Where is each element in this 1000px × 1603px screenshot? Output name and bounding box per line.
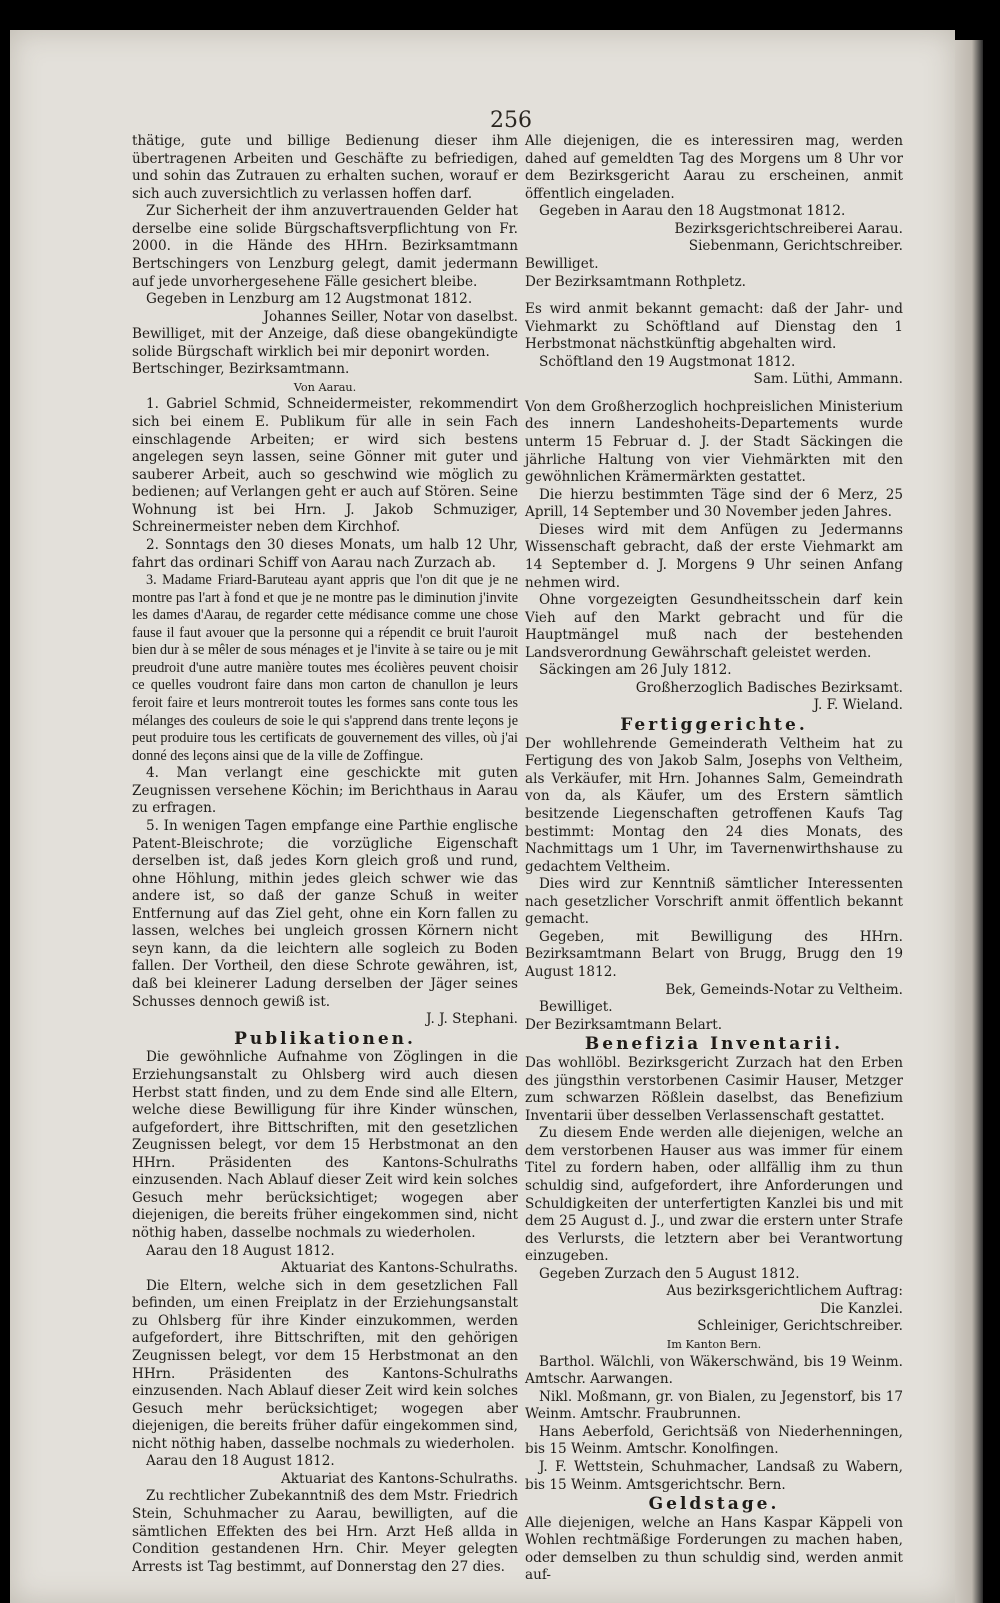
paragraph: Zur Sicherheit der ihm anzuvertrauenden Gelder hat derselbe eine solide Bürgschaftsverpflichtung von Fr. 2000. in die Hände des HHrn. Bezirksamtmann Bertschingers von Lenzburg gelegt, damit jedermann auf jede unvorhergesehene Fälle gesichert bleibe. [132, 203, 518, 290]
paragraph: Es wird anmit bekannt gemacht: daß der Jahr- und Viehmarkt zu Schöftland auf Dienstag den 1 Herbstmonat nächstkünftig abgehalten wird. [525, 301, 903, 353]
paragraph: Zu rechtlicher Zubekanntniß des dem Mstr. Friedrich Stein, Schuhmacher zu Aarau, bewilligten, auf die sämtlichen Effekten des bei Hrn. Arzt Heß allda in Condition gestandenen Hrn. Chir. Meyer gelegten Arrests ist Tag bestimmt, auf Donnerstag den 27 dies. [132, 1488, 518, 1575]
right-column [525, 133, 903, 1585]
signature: Schleiniger, Gerichtschreiber. [697, 1318, 903, 1335]
list-item: Hans Aeberfold, Gerichtsäß von Niederhenningen, bis 15 Weinm. Amtschr. Konolfingen. [525, 1423, 903, 1458]
section-heading-publikationen: Publikationen. [234, 1028, 416, 1049]
section-heading-geldstage: Geldstage. [648, 1494, 780, 1515]
signature: Bek, Gemeinds-Notar zu Veltheim. [665, 981, 903, 998]
page-edge [955, 40, 983, 1603]
signature: Sam. Lüthi, Ammann. [753, 371, 903, 388]
date-line: Aarau den 18 August 1812. [146, 1242, 335, 1259]
paragraph: Alle diejenigen, welche an Hans Kaspar Käppeli von Wohlen rechtmäßige Forderungen zu machen haben, oder demselben zu thun schuldig sind, werden anmit auf- [525, 1514, 903, 1584]
paragraph: Von dem Großherzoglich hochpreislichen Ministerium des innern Landeshoheits-Departements wurde unterm 15 Februar d. J. der Stadt Säckingen die jährliche Haltung von vier Viehmärkten mit den gewöhnlichen Krämermärkten gestattet. [525, 398, 903, 486]
section-heading-fertiggerichte: Fertiggerichte. [620, 715, 808, 735]
paragraph: Bewilliget, mit der Anzeige, daß diese obangekündigte solide Bürgschaft wirklich bei mir deponirt worden. [132, 326, 518, 360]
paragraph: Dieses wird mit dem Anfügen zu Jedermanns Wissenschaft gebracht, daß der erste Viehmarkt am 14 September d. J. Morgens 9 Uhr seinen Anfang nehmen wird. [525, 521, 903, 591]
paragraph: Die Eltern, welche sich in dem gesetzlichen Fall befinden, um einen Freiplatz in der Erziehungsanstalt zu Ohlsberg für ihre Kinder einzukommen, werden aufgefordert, ihre Bittschriften, mit den gehörigen Zeugnissen belegt, vor dem 15 Herbstmonat an den HHrn. Präsidenten des Kantons-Schulraths einzusenden. Nach Ablauf dieser Zeit wird kein solches Gesuch mehr berücksichtiget; wogegen aber diejenigen, die bereits früher dafür eingekommen sind, nicht nöthig haben, dasselbe nochmals zu wiederholen. [132, 1277, 518, 1452]
date-line: Aarau den 18 August 1812. [146, 1453, 335, 1470]
paragraph: Ohne vorgezeigten Gesundheitsschein darf kein Vieh auf den Markt gebracht und für die Hauptmängel muß nach der bestehenden Landsverordnung Gewährschaft geleistet werden. [525, 592, 903, 661]
list-item: J. F. Wettstein, Schuhmacher, Landsaß zu Wabern, bis 15 Weinm. Amtsgerichtschr. Bern. [525, 1458, 903, 1493]
date-line: Gegeben in Aarau den 18 Augstmonat 1812. [539, 203, 846, 220]
paragraph: Dies wird zur Kenntniß sämtlicher Interessenten nach gesetzlicher Vorschrift anmit öffentlich bekannt gemacht. [525, 876, 903, 928]
paragraph: thätige, gute und billige Bedienung dieser ihm übertragenen Arbeiten und Geschäfte zu befriedigen, und sohin das Zutrauen zu erhalten suchen, worauf er sich auch zuversichtlich zu verlassen hoffen darf. [132, 133, 518, 202]
signature: Der Bezirksamtmann Rothpletz. [525, 273, 746, 290]
notice-item: 1. Gabriel Schmid, Schneidermeister, rekommendirt sich bei einem E. Publikum für alle in sein Fach einschlagende Arbeiten; er wird sich bestens angelegen seyn lassen, seine Gönner mit guter und sauberer Arbeit, auch so geschwind wie möglich zu bedienen; auf Verlangen geht er auch auf Stören. Seine Wohnung ist bei Hrn. J. Jakob Schmuziger, Schreinermeister neben dem Kirchhof. [132, 396, 518, 536]
signature: Aus bezirksgerichtlichem Auftrag: [666, 1283, 903, 1300]
signature: Siebenmann, Gerichtschreiber. [688, 238, 903, 255]
signature: Der Bezirksamtmann Belart. [525, 1016, 723, 1033]
paragraph: Die hierzu bestimmten Täge sind der 6 Merz, 25 Aprill, 14 September und 30 November jeden Jahres. [525, 486, 903, 521]
notice-item: 5. In wenigen Tagen empfange eine Parthie englische Patent-Bleischrote; die vorzügliche Eigenschaft derselben ist, daß jedes Korn gleich groß und rund, ohne Höhlung, mithin jedes gleich schwer wie das andere ist, so daß der ganze Schuß in weiter Entfernung auf das Ziel geht, ohne ein Korn fallen zu lassen, welches bei ungleich grossen Körnern nicht seyn kann, da die leichtern alle sogleich zu Boden fallen. Der Vortheil, den diese Schrote gewähren, ist, daß bei kleinerer Ladung derselben der Jäger seines Schusses dennoch gewiß ist. [132, 817, 518, 1010]
list-item: Nikl. Moßmann, gr. von Bialen, zu Jegenstorf, bis 17 Weinm. Amtschr. Fraubrunnen. [525, 1388, 903, 1423]
signature: Großherzoglich Badisches Bezirksamt. [635, 679, 903, 696]
date-line: Gegeben in Lenzburg am 12 Augstmonat 1812. [146, 291, 473, 308]
paragraph: Alle diejenigen, die es interessiren mag, werden dahed auf gemeldten Tag des Morgens um 8 Uhr vor dem Bezirksgericht Aarau zu erscheinen, anmit öffentlich eingeladen. [525, 133, 903, 202]
signature: Aktuariat des Kantons-Schulraths. [280, 1260, 518, 1277]
paragraph: Der wohllehrende Gemeinderath Veltheim hat zu Fertigung des von Jakob Salm, Josephs von Veltheim, als Verkäufer, mit Hrn. Johannes Salm, Gemeindrath von da, als Käufer, um des Erstern sämtlich besitzende Liegenschaften getroffenen Kaufs Tag bestimmt: Montag den 24 dies Monats, des Nachmittags um 1 Uhr, im Tavernenwirthshause zu gedachtem Veltheim. [525, 735, 903, 875]
signature: Aktuariat des Kantons-Schulraths. [280, 1470, 518, 1487]
section-subhead: Im Kanton Bern. [666, 1338, 762, 1351]
signature: Bertschinger, Bezirksamtmann. [132, 361, 350, 378]
notice-item-french: 3. Madame Friard-Baruteau ayant appris que l'on dit que je ne montre pas l'art à fond et que je ne montre pas le diminution j'invite les dames d'Aarau, de regarder cette médisance comme une chose fause il faut avouer que la personne qui a répendit ce bruit l'auroit bien dur à se mêler de sous ménages et je l'invite à se taire ou je mit preudroit d'une autre manière toutes mes écolières peuvent choisir ce quelles voudront faire dans mon carton de chanullon je leurs feroit faire et leurs montreroit toutes les formes sans conte tous les mélanges des couleurs de soie le qui s'apprend dans trente leçons je peut produire tous les certificats de gouvernement des villes, où j'ai donné des leçons ainsi que de la ville de Zoffingue. [132, 572, 518, 764]
approval: Bewilliget. [539, 999, 613, 1016]
signature: J. F. Wieland. [813, 697, 903, 714]
left-column [132, 133, 518, 1576]
signature: Die Kanzlei. [820, 1300, 903, 1317]
list-item: Barthol. Wälchli, von Wäkerschwänd, bis 19 Weinm. Amtschr. Aarwangen. [525, 1353, 903, 1388]
notice-item: 4. Man verlangt eine geschickte mit guten Zeugnissen versehene Köchin; im Berichthaus in Aarau zu erfragen. [132, 765, 518, 817]
paragraph: Gegeben, mit Bewilligung des HHrn. Bezirksamtmann Belart von Brugg, Brugg den 19 August 1812. [525, 928, 903, 981]
date-line: Schöftland den 19 Augstmonat 1812. [539, 353, 796, 370]
signature: Bezirksgerichtschreiberei Aarau. [674, 220, 903, 237]
paragraph: Die gewöhnliche Aufnahme von Zöglingen in die Erziehungsanstalt zu Ohlsberg wird auch diesen Herbst statt finden, und zu dem Ende sind alle Eltern, welche diese Bewilligung für ihre Kinder wünschen, aufgefordert, ihre Bittschriften, mit den gesetzlichen Zeugnissen belegt, vor dem 15 Herbstmonat an den HHrn. Präsidenten des Kantons-Schulraths einzusenden. Nach Ablauf dieser Zeit wird kein solches Gesuch mehr berücksichtiget; wogegen aber diejenigen, die bereits früher eingekommen sind, nicht nöthig haben, dasselbe nochmals zu wiederholen. [132, 1049, 518, 1242]
date-line: Gegeben Zurzach den 5 August 1812. [539, 1265, 800, 1282]
paragraph: Das wohllöbl. Bezirksgericht Zurzach hat den Erben des jüngsthin verstorbenen Casimir Hauser, Metzger zum schwarzen Rößlein daselbst, das Benefizium Inventarii über desselben Verlassenschaft gestattet. [525, 1055, 903, 1124]
page-number: 256 [490, 108, 532, 133]
section-heading-benefizia: Benefizia Inventarii. [584, 1034, 844, 1055]
paragraph: Zu diesem Ende werden alle diejenigen, welche an dem verstorbenen Hauser aus was immer für einem Titel zu fordern haben, oder allfällig ihm zu thun schuldig sind, aufgefordert, ihre Anforderungen und Schuldigkeiten der unterfertigten Kanzlei bis und mit dem 25 August d. J., und zwar die erstern unter Strafe des Verlursts, die letztern aber bei Verantwortung einzugeben. [525, 1125, 903, 1265]
approval: Bewilliget. [525, 255, 599, 272]
signature: J. J. Stephani. [426, 1011, 518, 1028]
notice-item: 2. Sonntags den 30 dieses Monats, um halb 12 Uhr, fahrt das ordinari Schiff von Aarau nach Zurzach ab. [132, 536, 518, 571]
date-line: Säckingen am 26 July 1812. [539, 662, 732, 679]
section-subhead: Von Aarau. [293, 380, 357, 394]
signature: Johannes Seiller, Notar von daselbst. [263, 308, 518, 325]
